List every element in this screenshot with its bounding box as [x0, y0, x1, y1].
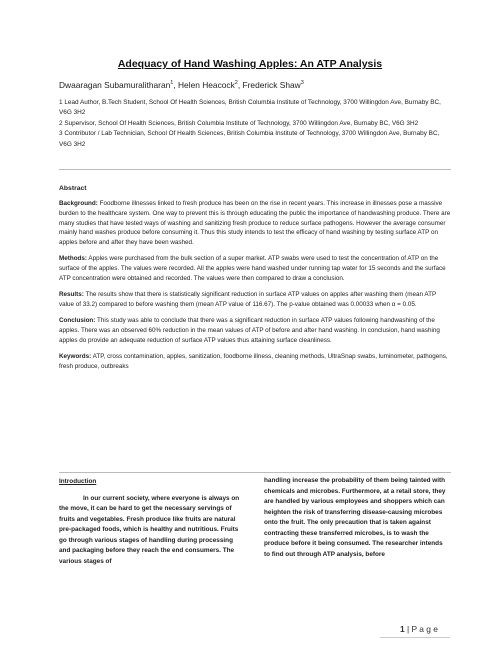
page-footer — [400, 624, 438, 634]
author-name: Dwaaragan Subamuralitharan — [59, 80, 171, 90]
author-mark: 2 — [234, 80, 238, 87]
affiliation: 2 Supervisor, School Of Health Sciences, British Columbia Institute of Technology, 3700 Willingdon Ave, Burnaby BC, V6G 3H2 — [59, 119, 419, 127]
section-divider — [59, 472, 451, 473]
introduction-text-right: handling increase the probability of them being tainted with chemicals and microbes. Furthermore, at a retail store, they are handled by various employees and shoppers which can heighten the risk of transferring disease-causing microbes onto the fruit. The only precaution that is taken against contracting these transferred microbes, is to wash the produce before it being consumed. The researcher intends to find out through ATP analysis, before — [264, 477, 446, 558]
abstract-keywords — [59, 352, 451, 372]
keywords-text: ATP, cross contamination, apples, sanitization, foodborne illness, cleaning methods, UltraSnap swabs, luminometer, pathogens, fresh produce, outbreaks — [59, 353, 448, 371]
footer-divider — [380, 637, 450, 638]
page-number: 1 — [400, 624, 405, 634]
affiliation: 3 Contributor / Lab Technician, School Of Health Sciences, British Columbia Institute of Technology, 3700 Willingdon Ave, Burnaby BC, V6G 3H2 — [59, 130, 440, 148]
conclusion-text: This study was able to conclude that there was a significant reduction in surface ATP values following handwashing of the apples. There was an observed 60% reduction in the mean values of ATP of before and after hand washing. In conclusion, hand washing apples do provide an adequate reduction of surface ATP values thus attaining surface cleanliness. — [59, 317, 440, 345]
abstract-background — [59, 199, 451, 248]
author-mark: 3 — [300, 80, 304, 87]
page-word: P a g e — [411, 624, 438, 634]
abstract-methods — [59, 254, 451, 283]
background-label: Background: — [59, 200, 98, 207]
affiliation: 1 Lead Author, B.Tech Student, School Of Health Sciences, British Columbia Institute of Technology, 3700 Willingdon Ave, Burnaby BC, V6G 3H2 — [59, 99, 441, 117]
conclusion-label: Conclusion: — [59, 317, 96, 325]
author-name: Frederick Shaw — [242, 80, 301, 90]
paper-title: Adequacy of Hand Washing Apples: An ATP Analysis — [117, 58, 383, 70]
abstract-conclusion — [59, 316, 451, 345]
introduction-column-right — [264, 476, 449, 560]
results-label: Results: — [59, 291, 84, 299]
methods-label: Methods: — [59, 255, 87, 263]
abstract-body — [59, 199, 451, 378]
section-divider — [59, 169, 451, 170]
introduction-heading: Introduction — [59, 478, 97, 485]
abstract-results — [59, 290, 451, 310]
affiliation-list — [59, 98, 451, 150]
methods-text: Apples were purchased from the bulk section of a super market. ATP swabs were used to test the concentration of ATP on the surface of the apples. The values were recorded. All the apples were hand washed under running tap water for 15 seconds and the surface ATP concentration were obtained and recorded. The values were then compared to draw a conclusion. — [59, 255, 446, 283]
results-text: The results show that there is statistically significant reduction in surface ATP values on apples after washing them (mean ATP value of 33.2) compared to before washing them (mean ATP value of 116.67). The p-value obtained was 0.00033 when α = 0.05. — [59, 291, 437, 309]
abstract-heading: Abstract — [59, 185, 87, 192]
background-text: Foodborne illnesses linked to fresh produce has been on the rise in recent years. This increase in illnesses pose a massive burden to the healthcare system. One way to prevent this is through educating the public the importance of handwashing produce. There are many studies that have tested ways of washing and sanitizing fresh produce to reduce surface pathogens. However the average consumer mainly hand washes produce before consuming it. Thus this study intends to test the efficacy of hand washing by testing surface ATP on apples before and after they have been washed. — [59, 200, 451, 247]
author-mark: 1 — [170, 80, 174, 87]
introduction-column-left — [59, 477, 244, 567]
introduction-text-left: In our current society, where everyone is always on the move, it can be hard to get the necessary servings of fruits and vegetables. Fresh produce like fruits are natural pre-packaged foods, which is healthy and nutritious. Fruits go through various stages of handling during processing and packaging before they reach the end consumers. The various stages of — [59, 494, 240, 565]
footer-separator: | — [404, 624, 412, 634]
keywords-label: Keywords: — [59, 353, 92, 361]
author-list: Dwaaragan Subamuralitharan$^1$, Helen Heacock$^2$, Frederick Shaw$^3$ — [59, 80, 304, 90]
author-name: Helen Heacock — [178, 80, 235, 90]
